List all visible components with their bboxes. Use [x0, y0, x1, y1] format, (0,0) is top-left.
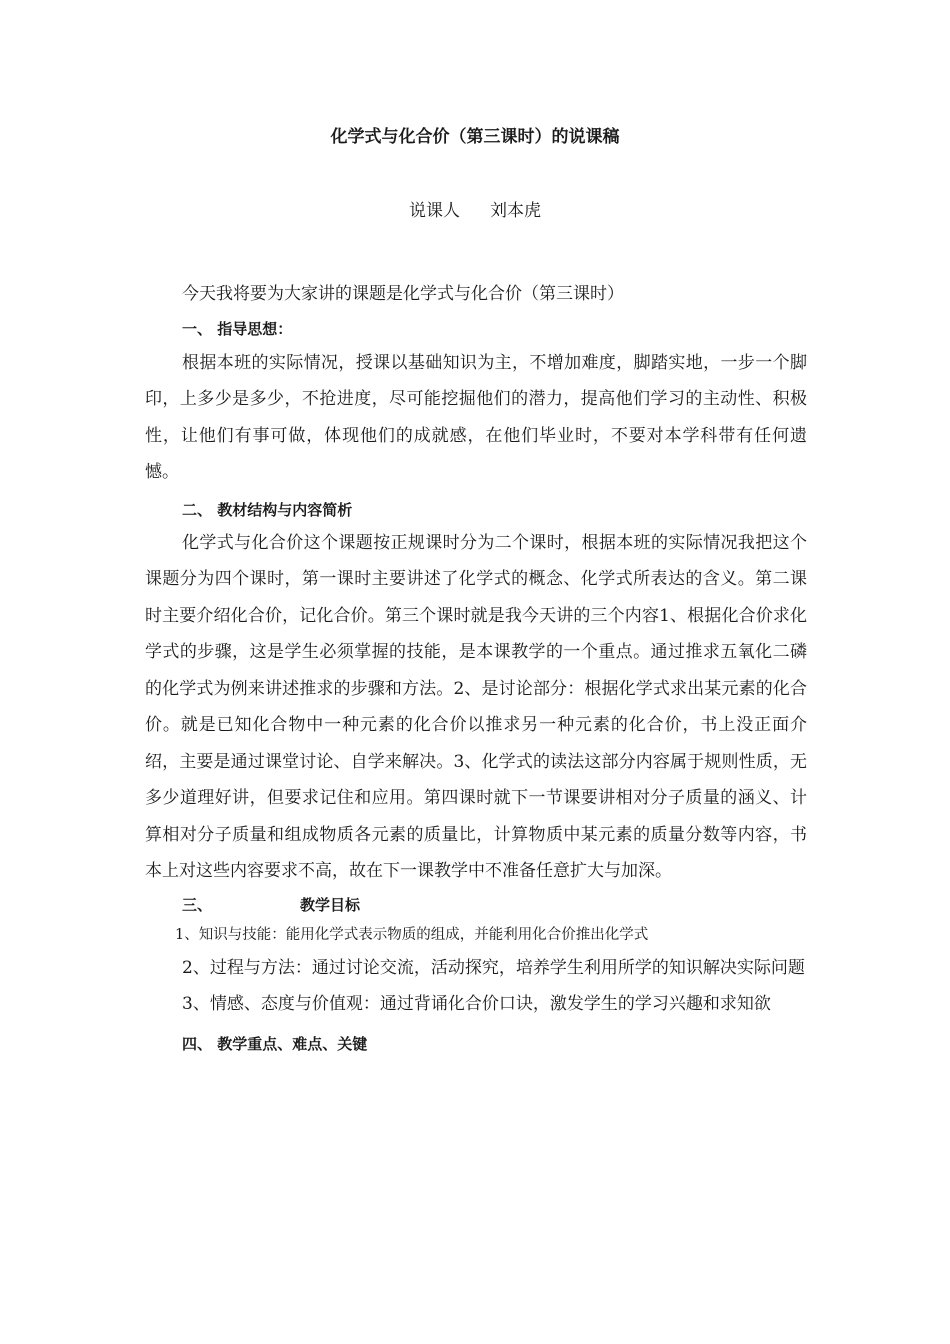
teaching-goal-1: 1、知识与技能：能用化学式表示物质的组成，并能利用化合价推出化学式: [175, 926, 649, 943]
guiding-ideas-paragraph: 根据本班的实际情况，授课以基础知识为主，不增加难度，脚踏实地，一步一个脚印，上多少是多少，不抢进度，尽可能挖掘他们的潜力，提高他们学习的主动性、积极性，让他们有事可做，体现他们的成就感，在他们毕业时，不要对本学科带有任何遗憾。: [145, 352, 807, 482]
document-title: 化学式与化合价（第三课时）的说课稿: [330, 127, 620, 147]
teaching-goal-3: 3、情感、态度与价值观：通过背诵化合价口诀，激发学生的学习兴趣和求知欲: [182, 994, 771, 1014]
intro-paragraph: 今天我将要为大家讲的课题是化学式与化合价（第三课时）: [182, 284, 624, 304]
teaching-goals-number: 三、: [182, 895, 213, 914]
section-heading-guiding-ideas: 一、 指导思想：: [182, 319, 293, 338]
section-heading-key-points: 四、 教学重点、难点、关键: [182, 1034, 368, 1053]
textbook-structure-paragraph: 化学式与化合价这个课题按正规课时分为二个课时，根据本班的实际情况我把这个课题分为四个课时，第一课时主要讲述了化学式的概念、化学式所表达的含义。第二课时主要介绍化合价，记化合价。第三个课时就是我今天讲的三个内容1、根据化合价求化学式的步骤，这是学生必须掌握的技能，是本课教学的一个重点。通过推求五氧化二磷的化学式为例来讲述推求的步骤和方法。2、是讨论部分：根据化学式求出某元素的化合价。就是已知化合物中一种元素的化合价以推求另一种元素的化合价，书上没正面介绍，主要是通过课堂讨论、自学来解决。3、化学式的读法这部分内容属于规则性质，无多少道理好讲，但要求记住和应用。第四课时就下一节课要讲相对分子质量的涵义、计算相对分子质量和组成物质各元素的质量比，计算物质中某元素的质量分数等内容，书本上对这些内容要求不高，故在下一课教学中不准备任意扩大与加深。: [145, 532, 807, 881]
teaching-goal-2: 2、过程与方法：通过讨论交流，活动探究，培养学生利用所学的知识解决实际问题: [182, 957, 805, 978]
presenter-line: [0, 198, 950, 224]
document-body: [145, 276, 807, 1059]
presenter-label: 说课人: [409, 201, 460, 221]
section-heading-teaching-goals: [145, 890, 807, 920]
section-heading-textbook-structure: 二、 教材结构与内容简析: [182, 500, 353, 519]
presenter-name: 刘本虎: [490, 201, 541, 221]
teaching-goals-text: 教学目标: [300, 895, 361, 914]
